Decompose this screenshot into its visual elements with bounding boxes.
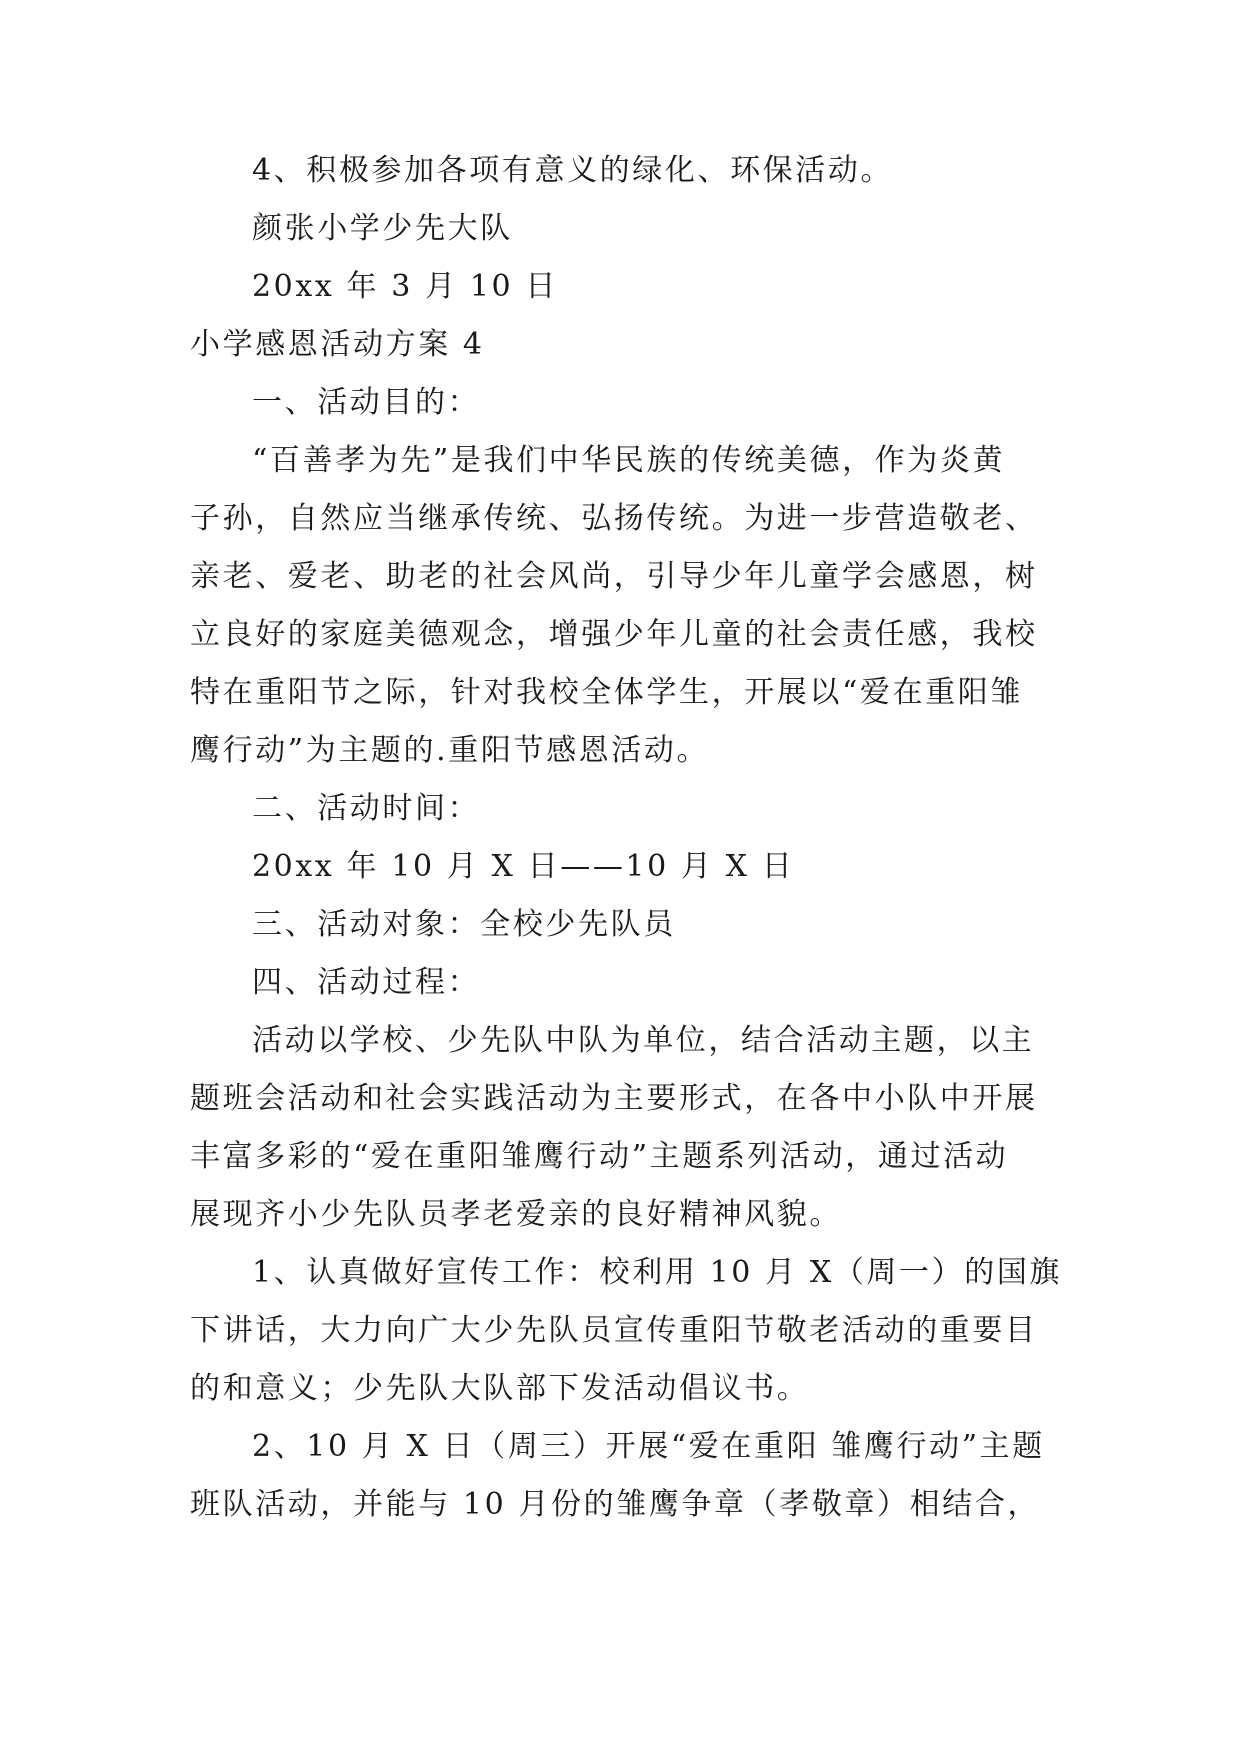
paragraph-line: 班队活动，并能与 10 月份的雏鹰争章（孝敬章）相结合， bbox=[190, 1487, 1041, 1522]
paragraph-line: 亲老、爱老、助老的社会风尚，引导少年儿童学会感恩，树 bbox=[190, 559, 1038, 594]
paragraph-line: 鹰行动”为主题的.重阳节感恩活动。 bbox=[190, 733, 710, 768]
paragraph-line: 特在重阳节之际，针对我校全体学生，开展以“爱在重阳雏 bbox=[190, 675, 1023, 710]
heading-purpose: 一、活动目的： bbox=[252, 385, 481, 420]
paragraph-line: 下讲话，大力向广大少先队员宣传重阳节敬老活动的重要目 bbox=[190, 1313, 1038, 1348]
signature-date: 20xx 年 3 月 10 日 bbox=[252, 269, 558, 304]
paragraph-line: 展现齐小少先队员孝老爱亲的良好精神风貌。 bbox=[190, 1197, 842, 1232]
list-item-4-greening: 4、积极参加各项有意义的绿化、环保活动。 bbox=[252, 153, 894, 188]
heading-time: 二、活动时间： bbox=[252, 791, 481, 826]
paragraph-line: 立良好的家庭美德观念，增强少年儿童的社会责任感，我校 bbox=[190, 617, 1038, 652]
signature-organization: 颜张小学少先大队 bbox=[252, 211, 513, 246]
time-range: 20xx 年 10 月 X 日——10 月 X 日 bbox=[252, 849, 795, 884]
paragraph-line: 活动以学校、少先队中队为单位，结合活动主题，以主 bbox=[252, 1023, 1035, 1058]
list-item-1-publicity: 1、认真做好宣传工作：校利用 10 月 X（周一）的国旗 bbox=[252, 1255, 1063, 1290]
section-title: 小学感恩活动方案 4 bbox=[190, 327, 485, 362]
list-item-2-class-activity: 2、10 月 X 日（周三）开展“爱在重阳 雏鹰行动”主题 bbox=[252, 1429, 1045, 1464]
paragraph-line: 的和意义；少先队大队部下发活动倡议书。 bbox=[190, 1371, 810, 1406]
heading-participants: 三、活动对象：全校少先队员 bbox=[252, 907, 676, 942]
paragraph-line: 题班会活动和社会实践活动为主要形式，在各中小队中开展 bbox=[190, 1081, 1038, 1116]
paragraph-line: “百善孝为先”是我们中华民族的传统美德，作为炎黄 bbox=[252, 443, 1006, 478]
paragraph-line: 丰富多彩的“爱在重阳雏鹰行动”主题系列活动，通过活动 bbox=[190, 1139, 1009, 1174]
paragraph-line: 子孙，自然应当继承传统、弘扬传统。为进一步营造敬老、 bbox=[190, 501, 1038, 536]
heading-process: 四、活动过程： bbox=[252, 965, 481, 1000]
